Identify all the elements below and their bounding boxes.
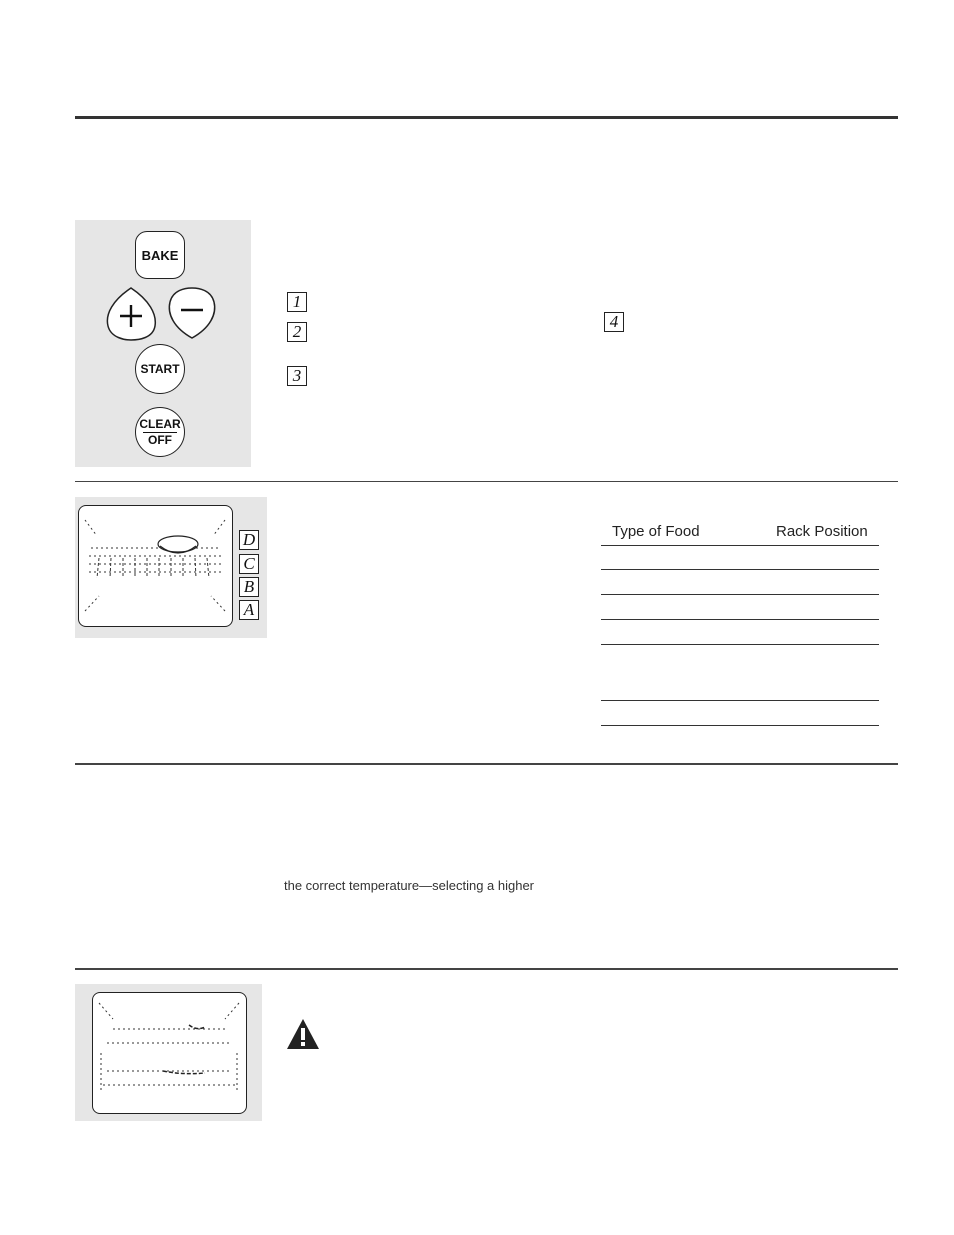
- table-rule: [601, 594, 879, 595]
- bake-button[interactable]: BAKE: [135, 231, 185, 279]
- oven-racks-drawing: [79, 506, 231, 625]
- table-rule: [601, 725, 879, 726]
- off-label: OFF: [148, 432, 172, 447]
- section-divider-2: [75, 763, 898, 765]
- plus-button[interactable]: [107, 288, 155, 340]
- section-divider-3: [75, 968, 898, 970]
- table-rule: [601, 700, 879, 701]
- table-rule: [601, 569, 879, 570]
- table-rule: [601, 644, 879, 645]
- step-marker-4: 4: [604, 312, 624, 332]
- rack-label-b: B: [239, 577, 259, 597]
- clear-label: CLEAR: [139, 416, 181, 431]
- preheat-text: the correct temperature—selecting a higher: [284, 878, 535, 893]
- table-rule: [601, 545, 879, 546]
- minus-button[interactable]: [169, 288, 214, 338]
- top-rule: [75, 116, 898, 119]
- plus-minus-buttons: [75, 286, 251, 346]
- step-marker-2: 2: [287, 322, 307, 342]
- table-rule: [601, 619, 879, 620]
- rack-label-c: C: [239, 554, 259, 574]
- section-divider-1: [75, 481, 898, 482]
- control-panel-illustration: [75, 220, 251, 467]
- oven-bottom-drawing: [93, 993, 245, 1112]
- start-button[interactable]: START: [135, 344, 185, 394]
- table-header-position: Rack Position: [776, 523, 868, 540]
- pie-dish: [158, 536, 198, 553]
- table-header-food: Type of Food: [612, 523, 700, 540]
- oven-bottom-illustration-panel: [75, 984, 262, 1121]
- oven-bottom-illustration: [92, 992, 247, 1114]
- clear-off-button[interactable]: [135, 407, 185, 457]
- rack-label-a: A: [239, 600, 259, 620]
- oven-interior-illustration: [78, 505, 233, 627]
- step-marker-1: 1: [287, 292, 307, 312]
- step-marker-3: 3: [287, 366, 307, 386]
- warning-icon: [285, 1017, 321, 1051]
- rack-label-d: D: [239, 530, 259, 550]
